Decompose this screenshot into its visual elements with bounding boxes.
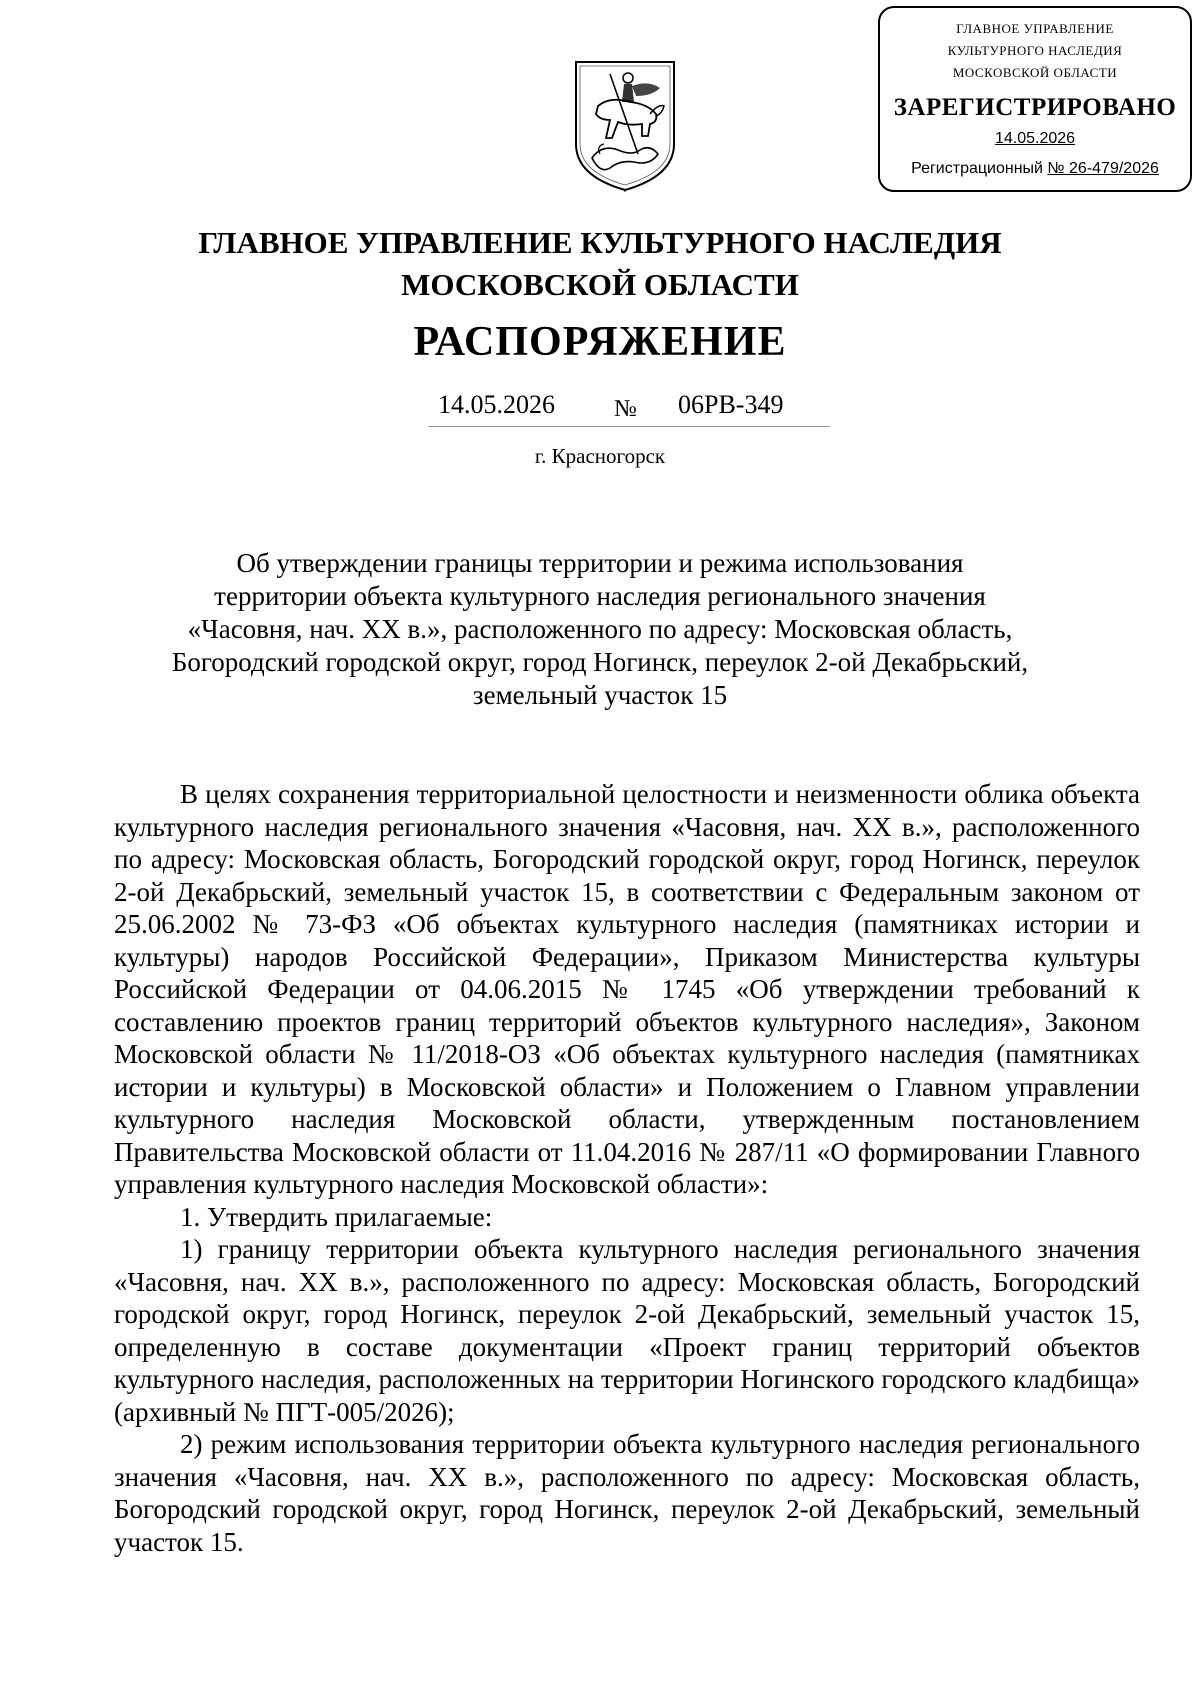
subject-line: «Часовня, нач. XX в.», расположенного по адресу: Московская область,: [187, 614, 1013, 644]
stamp-org-line: КУЛЬТУРНОГО НАСЛЕДИЯ: [947, 43, 1123, 58]
stamp-reg-number: № 26-479/2026: [1047, 160, 1159, 177]
document-date: 14.05.2026: [438, 390, 555, 419]
stamp-organization: [880, 18, 1190, 84]
stamp-date: 14.05.2026: [994, 130, 1076, 147]
document-date-number: [428, 390, 830, 428]
clause-1: 1. Утвердить прилагаемые:: [180, 1201, 493, 1232]
stamp-org-line: ГЛАВНОЕ УПРАВЛЕНИЕ: [956, 21, 1114, 36]
document-number: 06РВ-349: [678, 390, 784, 419]
clause-1-item-2: 2) режим использования территории объекта культурного наследия регионального значения «Часовня, нач. XX в.», расположенного по адресу: Московская область, Богородский городской округ, город Ногинск, переулок 2-ой Декабрьский, земельный участок 15.: [114, 1429, 1140, 1557]
clause-1-item-1: 1) границу территории объекта культурного наследия регионального значения «Часовня, нач. XX в.», расположенного по адресу: Московская область, Богородский городской округ, город Ногинск, переулок 2-ой Декабрьский, земельный участок 15, определенную в составе документации «Проект границ территорий объектов культурного наследия, расположенных на территории Ногинского городского кладбища» (архивный № ПГТ-005/2026);: [114, 1234, 1140, 1427]
registration-stamp: [878, 6, 1192, 192]
stamp-status: ЗАРЕГИСТРИРОВАНО: [893, 94, 1177, 121]
number-sign: №: [614, 396, 637, 422]
organization-title-line: МОСКОВСКОЙ ОБЛАСТИ: [401, 267, 799, 302]
coat-of-arms-icon: [570, 58, 680, 192]
subject-line: земельный участок 15: [472, 680, 728, 710]
stamp-reg-label: Регистрационный: [911, 160, 1043, 177]
organization-title: [0, 222, 1200, 306]
preamble-paragraph: В целях сохранения территориальной целостности и неизменности облика объекта культурного наследия регионального значения «Часовня, нач. XX в.», расположенного по адресу: Московская область, Богородский городской округ, город Ногинск, переулок 2-ой Декабрьский, земельный участок 15, в соответствии с Федеральным законом от 25.06.2002 № 73-ФЗ «Об объектах культурного наследия (памятниках истории и культуры) народов Российской Федерации», Приказом Министерства культуры Российской Федерации от 04.06.2015 № 1745 «Об утверждении требований к составлению проектов границ территорий объектов культурного наследия», Законом Московской области № 11/2018-ОЗ «Об объектах культурного наследия (памятниках истории и культуры) в Московской области» и Положением о Главном управлении культурного наследия Московской области, утвержденным постановлением Правительства Московской области от 11.04.2016 № 287/11 «О формировании Главного управления культурного наследия Московской области»:: [114, 779, 1140, 1199]
stamp-org-line: МОСКОВСКОЙ ОБЛАСТИ: [952, 65, 1118, 80]
underline: [428, 426, 830, 427]
stamp-registration-number: [880, 160, 1190, 178]
document-subject: [150, 547, 1050, 712]
subject-line: Богородский городской округ, город Ногинск, переулок 2-ой Декабрьский,: [171, 647, 1029, 677]
document-city: г. Красногорск: [534, 444, 666, 468]
document-body: [114, 778, 1140, 1558]
subject-line: Об утверждении границы территории и режима использования: [236, 548, 964, 578]
organization-title-line: ГЛАВНОЕ УПРАВЛЕНИЕ КУЛЬТУРНОГО НАСЛЕДИЯ: [198, 225, 1002, 260]
document-type: РАСПОРЯЖЕНИЕ: [413, 319, 787, 365]
subject-line: территории объекта культурного наследия регионального значения: [214, 581, 986, 611]
